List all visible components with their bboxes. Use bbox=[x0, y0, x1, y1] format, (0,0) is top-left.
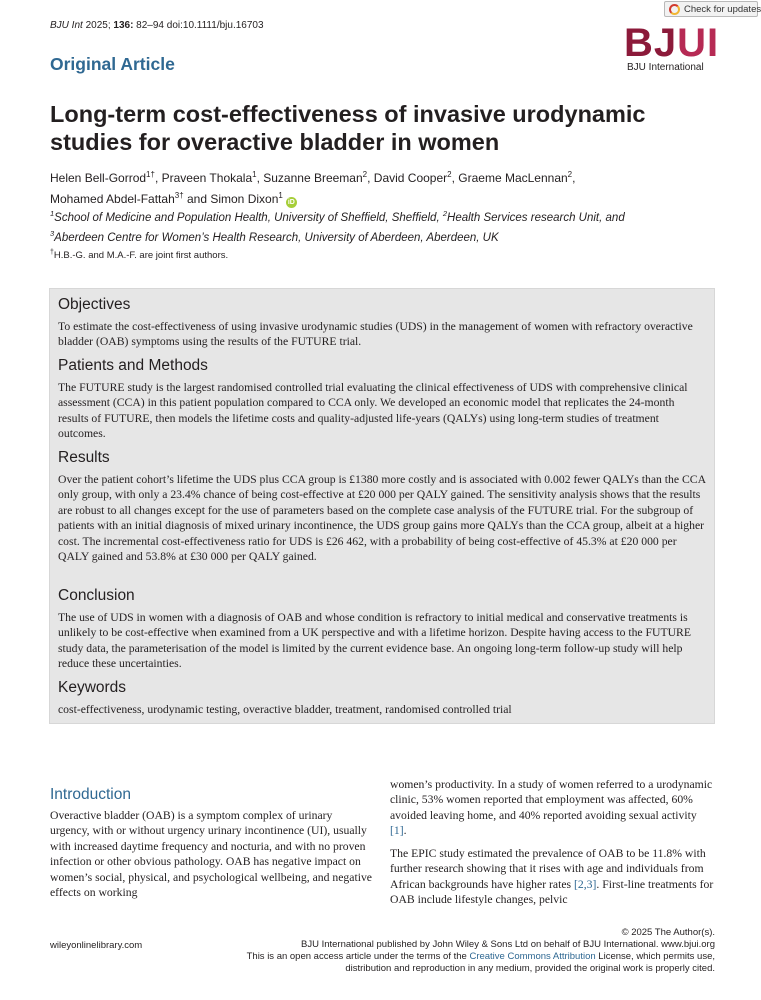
intro-paragraph-2 bbox=[390, 777, 715, 839]
conclusion-text: The use of UDS in women with a diagnosis of OAB and whose condition is refractory to initial medical and conservative treatments is unlikely to be cost-effective when examined from a UK perspective and with a lifetime horizon. Despite having access to the FUTURE study data, the parameterisation of the model is limited by the current evidence base. An ongoing long-term follow-up study will help reduce these uncertainties. bbox=[58, 611, 691, 671]
author-line-2 bbox=[50, 187, 720, 208]
intro-p2-text: women’s productivity. In a study of women referred to a urodynamic clinic, 53% women reported that employment was affected, 60% avoided leaving home, and 40% reported avoiding sexual activity bbox=[390, 778, 713, 822]
abstract-box bbox=[49, 288, 715, 724]
footer-license-b: License, which permits use, bbox=[595, 951, 715, 962]
journal-volume: 136: bbox=[113, 20, 134, 31]
author[interactable]: Helen Bell-Gorrod bbox=[50, 171, 147, 185]
author-sup: 2 bbox=[447, 170, 452, 179]
footnote-sup: † bbox=[50, 249, 54, 256]
intro-p2-end: . bbox=[403, 824, 407, 838]
introduction-heading: Introduction bbox=[50, 786, 131, 803]
article-title: Long-term cost-effectiveness of invasive urodynamic studies for overactive bladder in women bbox=[50, 101, 646, 155]
affil-sup: 3 bbox=[50, 228, 55, 238]
footer-publisher: BJU International published by John Wiley & Sons Ltd on behalf of BJU International. www.bjui.org bbox=[300, 939, 715, 950]
logo-letters-b: UI bbox=[677, 21, 720, 65]
results-heading: Results bbox=[58, 449, 110, 466]
keywords-text: cost-effectiveness, urodynamic testing, overactive bladder, treatment, randomised controlled trial bbox=[58, 703, 512, 716]
check-updates-button[interactable] bbox=[664, 1, 761, 17]
author[interactable]: , Graeme MacLennan bbox=[451, 171, 568, 185]
check-updates-icon bbox=[669, 4, 680, 15]
footnote-text: H.B.-G. and M.A.-F. are joint first authors. bbox=[53, 250, 229, 262]
affiliation-1: School of Medicine and Population Health, University of Sheffield, Sheffield, bbox=[54, 211, 443, 224]
objectives-text: To estimate the cost-effectiveness of using invasive urodynamic studies (UDS) in the management of women with refractory overactive bladder (OAB) symptoms using the results of the FUTURE trial. bbox=[58, 320, 693, 349]
author[interactable]: , Suzanne Breeman bbox=[256, 171, 363, 185]
journal-name: BJU Int bbox=[50, 20, 83, 31]
author-sup: 2 bbox=[362, 170, 368, 179]
keywords-heading: Keywords bbox=[58, 679, 127, 696]
affil-sup: 1 bbox=[50, 209, 55, 218]
check-updates-label: Check for updates bbox=[684, 3, 761, 15]
author-sup: 1 bbox=[278, 191, 283, 200]
joint-author-footnote bbox=[50, 249, 228, 261]
section-label: Original Article bbox=[50, 54, 175, 74]
author-sup: 3† bbox=[174, 191, 184, 200]
journal-year: 2025; bbox=[82, 20, 114, 31]
cc-license-link[interactable]: Creative Commons Attribution bbox=[469, 951, 596, 962]
conclusion-heading: Conclusion bbox=[58, 587, 135, 604]
intro-paragraph-1: Overactive bladder (OAB) is a symptom complex of urinary urgency, with or without urgency urinary incontinence (UI), usually with increased daytime frequency and nocturia, and with no proven infection or other obvious pathology. OAB has negative impact on women’s social, physical, and psychological wellbeing, and negative effects on working bbox=[50, 809, 372, 900]
affiliations bbox=[50, 206, 720, 246]
author[interactable]: Mohamed Abdel-Fattah bbox=[50, 192, 175, 206]
author-line-1 bbox=[50, 166, 720, 187]
affiliation-2: Health Services research Unit, and bbox=[447, 211, 625, 224]
journal-pages-doi: 82–94 doi:10.1111/bju.16703 bbox=[133, 20, 264, 31]
methods-heading: Patients and Methods bbox=[58, 357, 208, 374]
objectives-heading: Objectives bbox=[58, 296, 131, 313]
author-separator: , bbox=[572, 171, 576, 185]
author-list bbox=[50, 166, 720, 208]
logo-letters-a: BJ bbox=[624, 21, 678, 65]
author[interactable]: and Simon Dixon bbox=[183, 192, 279, 206]
author-sup: 1† bbox=[146, 170, 155, 179]
intro-p3-text: The EPIC study estimated the prevalence of OAB to be 11.8% with further research showing that it rises with age and individuals from African backgrounds have higher rates bbox=[390, 847, 706, 891]
journal-citation bbox=[50, 20, 264, 31]
author-sup: 1 bbox=[252, 170, 257, 179]
bjui-logo bbox=[624, 21, 720, 74]
citation-link[interactable]: [2,3] bbox=[574, 877, 597, 891]
affiliation-3: Aberdeen Centre for Women’s Health Research, University of Aberdeen, Aberdeen, UK bbox=[54, 231, 499, 244]
citation-link[interactable]: [1] bbox=[390, 824, 404, 838]
footer-license-a: This is an open access article under the terms of the bbox=[246, 951, 470, 962]
footer-license bbox=[115, 927, 715, 975]
orcid-icon[interactable]: iD bbox=[287, 199, 295, 206]
intro-paragraph-3 bbox=[390, 846, 715, 908]
methods-text: The FUTURE study is the largest randomised controlled trial evaluating the clinical effectiveness of UDS with comprehensive clinical assessment (CCA) in this patient population compared to CCA only. We developed an economic model that replicates the 24-month results of FUTURE, then models the lifetime costs and quality-adjusted life-years (QALYs) using long-term studies of treatment outcomes. bbox=[58, 381, 688, 441]
affil-sup: 2 bbox=[442, 209, 448, 218]
author[interactable]: , Praveen Thokala bbox=[154, 171, 253, 185]
author[interactable]: , David Cooper bbox=[367, 171, 448, 185]
footer-license-end: distribution and reproduction in any medium, provided the original work is properly cited. bbox=[345, 963, 715, 974]
footer-copyright: © 2025 The Author(s). bbox=[621, 927, 715, 938]
author-sup: 2 bbox=[567, 170, 573, 179]
results-text: Over the patient cohort’s lifetime the UDS plus CCA group is £1380 more costly and is associated with 0.002 fewer QALYs than the CCA only group, with only a 23.4% chance of being cost-effective at £20 000 per QALY gained. The sensitivity analysis shows that the results are robust to all changes except for the use of parameters based on the complete case analysis of the FUTURE trial. For the subgroup of patients with an initial diagnosis of mixed urinary incontinence, the UDS group gains more QALYs than the CCA group, albeit at a higher cost. The incremental cost-effectiveness ratio for UDS is £26 462, with a probability of being cost-effective of 45.3% at £20 000 per QALY gained and 53.8% at £30 000 per QALY gained. bbox=[58, 473, 706, 564]
intro-p3-end: . First-line treatments for OAB include lifestyle changes, pelvic bbox=[390, 877, 714, 907]
logo-subtitle: BJU International bbox=[627, 62, 704, 73]
footer-license-line bbox=[115, 951, 715, 963]
footer-site[interactable]: wileyonlinelibrary.com bbox=[50, 940, 143, 951]
